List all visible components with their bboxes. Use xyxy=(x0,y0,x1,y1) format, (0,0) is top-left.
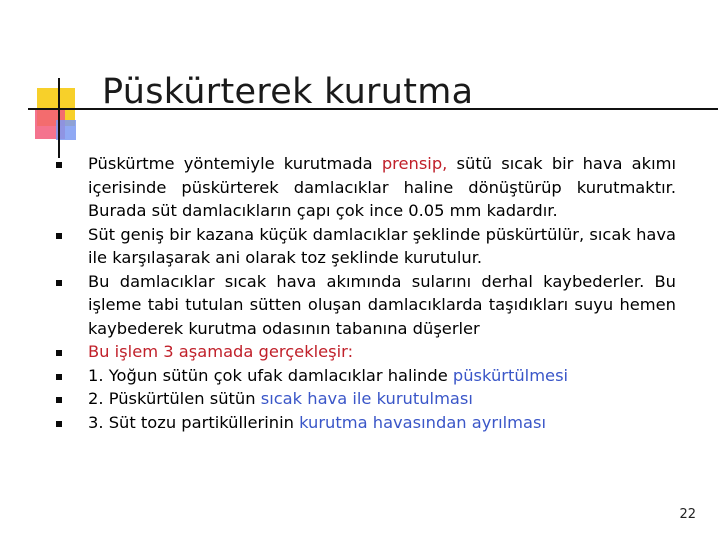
bullet-text: Püskürtme yöntemiyle kurutmada xyxy=(88,154,382,173)
bullet-text: sütü sıcak bir hava akımı içerisinde püskürterek damlacıklar haline dönüştürüp kurutmaktır. Burada süt damlacıkların çapı çok ince 0.05 mm kadardır. xyxy=(88,154,676,220)
bullet-text: 2. Püskürtülen sütün xyxy=(88,389,261,408)
square-bullet-icon xyxy=(56,162,62,168)
square-bullet-icon xyxy=(56,397,62,403)
bullet-list xyxy=(56,152,676,434)
decor-vertical-line xyxy=(58,78,60,158)
bullet-item-5 xyxy=(56,364,676,388)
square-bullet-icon xyxy=(56,350,62,356)
bullet-text: Bu damlacıklar sıcak hava akımında sularını derhal kaybederler. Bu işleme tabi tutulan sütten oluşan damlacıklarda taşıdıkları suyu hemen kaybederek kurutma odasının tabanına düşerler xyxy=(88,271,676,338)
bullet-item-3 xyxy=(56,270,676,341)
bullet-item-4 xyxy=(56,340,676,364)
bullet-text: 3. Süt tozu partiküllerinin xyxy=(88,412,300,432)
bullet-highlight: prensip, xyxy=(381,154,448,173)
page-number: 22 xyxy=(679,507,696,522)
bullet-item-2 xyxy=(56,223,676,270)
square-bullet-icon xyxy=(56,421,62,427)
square-bullet-icon xyxy=(56,233,62,239)
bullet-highlight: püskürtülmesi xyxy=(452,365,569,385)
slide-title: Püskürterek kurutma xyxy=(102,72,474,112)
bullet-text: Süt geniş bir kazana küçük damlacıklar şeklinde püskürtülür, sıcak hava ile karşılaşarak ani olarak toz şeklinde kurutulur. xyxy=(88,224,676,267)
square-bullet-icon xyxy=(56,280,62,286)
bullet-item-7 xyxy=(56,411,676,435)
bullet-highlight: sıcak hava ile kurutulması xyxy=(260,389,473,408)
bullet-item-1 xyxy=(56,152,676,223)
square-bullet-icon xyxy=(56,374,62,380)
bullet-highlight: Bu işlem 3 aşamada gerçekleşir: xyxy=(88,342,354,361)
bullet-text: 1. Yoğun sütün çok ufak damlacıklar halinde xyxy=(88,365,453,385)
bullet-item-6 xyxy=(56,387,676,411)
bullet-highlight: kurutma havasından ayrılması xyxy=(299,412,546,432)
